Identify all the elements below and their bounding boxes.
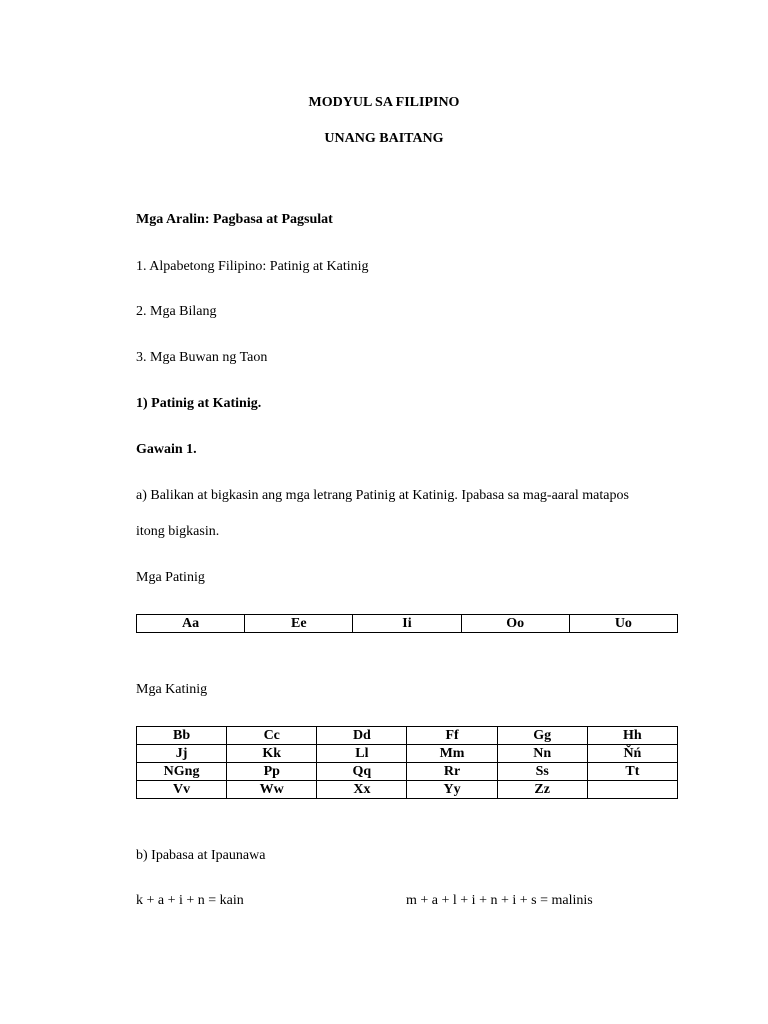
consonant-cell: Ll [317, 745, 407, 763]
consonant-cell: Ff [407, 727, 497, 745]
consonant-cell: Kk [227, 745, 317, 763]
document-subtitle: UNANG BAITANG [324, 131, 444, 146]
consonant-cell: Dd [317, 727, 407, 745]
word-equation: m + a + l + i + n + i + s = malinis [406, 893, 593, 908]
instruction-a: a) Balikan at bigkasin ang mga letrang Patinig at Katinig. Ipabasa sa mag-aaral matapos [136, 488, 629, 503]
lesson-item: 3. Mga Buwan ng Taon [136, 350, 268, 365]
consonant-cell: Tt [587, 763, 677, 781]
consonant-cell: Zz [497, 781, 587, 799]
vowels-table [136, 614, 678, 633]
activity-heading: Gawain 1. [136, 442, 197, 457]
consonant-cell: Gg [497, 727, 587, 745]
consonant-cell: Hh [587, 727, 677, 745]
consonant-cell: Cc [227, 727, 317, 745]
lesson-item: 1. Alpabetong Filipino: Patinig at Katinig [136, 259, 369, 274]
instruction-b: b) Ipabasa at Ipaunawa [136, 848, 266, 863]
table-row [137, 727, 678, 745]
consonant-cell [587, 781, 677, 799]
vowel-cell: Uo [569, 615, 677, 633]
table-row [137, 745, 678, 763]
consonant-cell: Jj [137, 745, 227, 763]
consonant-cell: Ww [227, 781, 317, 799]
consonant-cell: Qq [317, 763, 407, 781]
consonant-cell: Mm [407, 745, 497, 763]
consonant-cell: Ňń [587, 745, 677, 763]
consonant-cell: Nn [497, 745, 587, 763]
table-row [137, 615, 678, 633]
vowel-cell: Oo [461, 615, 569, 633]
table-row [137, 781, 678, 799]
consonants-label: Mga Katinig [136, 682, 208, 697]
vowel-cell: Aa [137, 615, 245, 633]
table-row [137, 763, 678, 781]
document-title: MODYUL SA FILIPINO [308, 95, 460, 110]
consonant-cell: Bb [137, 727, 227, 745]
vowel-cell: Ii [353, 615, 461, 633]
consonants-table [136, 726, 678, 799]
consonant-cell: NGng [137, 763, 227, 781]
consonant-cell: Yy [407, 781, 497, 799]
consonant-cell: Xx [317, 781, 407, 799]
lessons-heading: Mga Aralin: Pagbasa at Pagsulat [136, 212, 333, 227]
section-heading: 1) Patinig at Katinig. [136, 396, 262, 411]
consonant-cell: Rr [407, 763, 497, 781]
instruction-a-continued: itong bigkasin. [136, 524, 220, 539]
consonant-cell: Ss [497, 763, 587, 781]
word-equation: k + a + i + n = kain [136, 893, 244, 908]
vowel-cell: Ee [245, 615, 353, 633]
lesson-item: 2. Mga Bilang [136, 304, 217, 319]
consonant-cell: Pp [227, 763, 317, 781]
consonant-cell: Vv [137, 781, 227, 799]
vowels-label: Mga Patinig [136, 570, 205, 585]
